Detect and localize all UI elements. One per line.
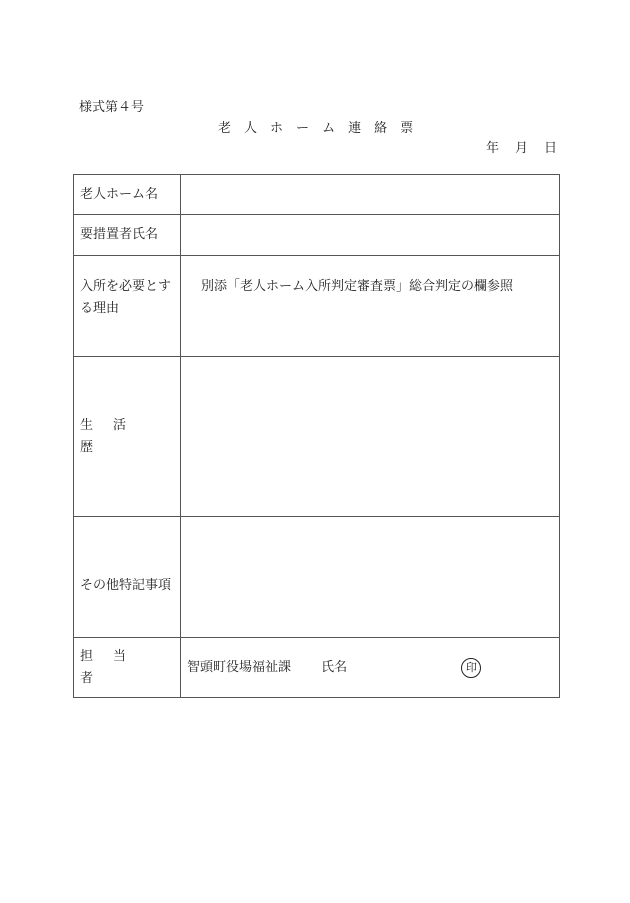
field-reason[interactable]: 別添「老人ホーム入所判定審査票」総合判定の欄参照 [181, 256, 560, 357]
date-year: 年 [486, 141, 500, 156]
title-char: 票 [400, 121, 414, 136]
label-reason [74, 256, 181, 357]
field-home-name[interactable] [181, 175, 560, 215]
label-char: 活 [113, 417, 127, 433]
title-char: ホ [270, 121, 284, 136]
field-staff[interactable] [181, 638, 560, 698]
label-char: 者 [80, 670, 94, 686]
label-life-history [74, 357, 181, 517]
field-person-name[interactable] [181, 215, 560, 256]
label-person-name: 要措置者氏名 [74, 215, 181, 256]
row-life-history [74, 357, 560, 517]
title-char: 老 [218, 121, 232, 136]
title-char: 連 [348, 121, 362, 136]
title-char: ー [296, 121, 310, 136]
label-home-name: 老人ホーム名 [74, 175, 181, 215]
row-person-name [74, 215, 560, 256]
date-month: 月 [515, 141, 529, 156]
label-staff [74, 638, 181, 698]
field-life-history[interactable] [181, 357, 560, 517]
form-table [73, 174, 560, 698]
date-field [486, 137, 557, 156]
field-other-notes[interactable] [181, 517, 560, 638]
label-other-notes: その他特記事項 [74, 517, 181, 638]
title-char: ム [322, 121, 336, 136]
label-char: 当 [113, 648, 127, 664]
name-label: 氏名 [321, 659, 348, 675]
label-line: る理由 [80, 301, 120, 316]
title-char: 絡 [374, 121, 388, 136]
page-title [218, 117, 426, 136]
row-reason [74, 256, 560, 357]
label-char: 歴 [80, 439, 94, 455]
title-char: 人 [244, 121, 258, 136]
date-day: 日 [544, 141, 558, 156]
row-home-name [74, 175, 560, 215]
label-char: 生 [80, 417, 94, 433]
row-other-notes [74, 517, 560, 638]
seal-icon: 印 [461, 658, 481, 678]
office-name: 智頭町役場福祉課 [187, 659, 292, 675]
row-staff [74, 638, 560, 698]
label-char: 担 [80, 648, 94, 664]
form-number: 様式第４号 [79, 100, 145, 115]
label-line: 入所を必要とす [80, 279, 172, 294]
